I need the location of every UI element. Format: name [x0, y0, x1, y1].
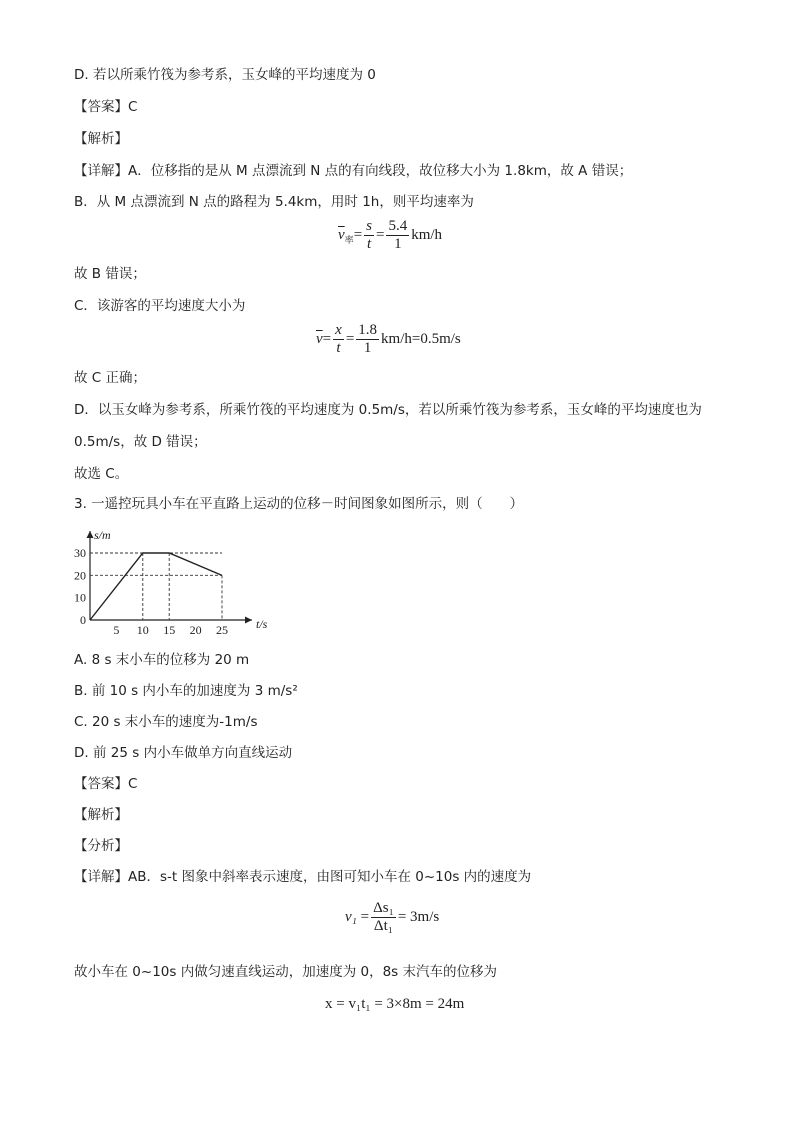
- q3-answer-label: 【答案】C: [74, 776, 138, 792]
- q2-final: 故选 C。: [74, 466, 129, 482]
- y-tick-label-20: 20: [74, 568, 86, 583]
- q2-option-d: D. 若以所乘竹筏为参考系，玉女峰的平均速度为 0: [74, 67, 376, 83]
- equation-v1: v₁ = $\frac{\text{Δs₁}}{\text{Δt₁}}$ = 3m/s: [345, 900, 440, 934]
- eq1-lhs: v₁: [345, 908, 357, 925]
- q2-detail-a: 【详解】A．位移指的是从 M 点漂流到 N 点的有向线段，故位移大小为 1.8km，故 A 错误；: [74, 163, 633, 179]
- x-tick-label-15: 15: [163, 623, 176, 637]
- eq-c-num2: 1.8: [358, 322, 378, 338]
- eq-c-den1: t: [336, 340, 341, 356]
- eq-b-sub: 率: [344, 235, 354, 246]
- x-tick-label-20: 20: [189, 623, 202, 637]
- equation-average-rate: $\overline{v}_率=$ $\frac{s}{t}$ = $\frac{5.4}{1}$ km/h: [338, 218, 443, 252]
- q2-conclusion-b: 故 B 错误；: [74, 266, 146, 282]
- eq-c-unit: km/h=0.5m/s: [381, 330, 461, 347]
- eq1-num: Δs₁: [373, 900, 394, 916]
- eq-c-num1: x: [335, 322, 342, 338]
- eq-b-num2: 5.4: [388, 218, 408, 234]
- q3-analysis-label: 【解析】: [74, 807, 128, 823]
- eq1-rhs: 3m/s: [410, 908, 440, 925]
- eq-b-lhs: $\overline{v}$: [338, 226, 345, 243]
- q3-detail-ab2: 故小车在 0~10s 内做匀速直线运动，加速度为 0，8s 末汽车的位移为: [74, 964, 497, 980]
- x-tick-label-10: 10: [136, 623, 149, 637]
- y-tick-label-30: 30: [74, 546, 86, 560]
- equation-average-velocity: $\overline{v}=$ $\frac{x}{t}$ = $\frac{1.8}{1}$ km/h=0.5m/s: [316, 322, 461, 356]
- y-tick-label-0: 0: [80, 613, 86, 627]
- y-axis-label: s/m: [94, 528, 111, 542]
- q2-detail-d-line2: 0.5m/s，故 D 错误；: [74, 434, 207, 450]
- equation-displacement: x = v₁t₁ = 3×8m = 24m: [325, 996, 465, 1012]
- q3-option-d: D. 前 25 s 内小车做单方向直线运动: [74, 745, 293, 761]
- eq-b-den1: t: [366, 236, 372, 252]
- q3-detail-ab: 【详解】AB．s-t 图象中斜率表示速度，由图可知小车在 0~10s 内的速度为: [74, 869, 532, 885]
- q2-detail-c: C．该游客的平均速度大小为: [74, 298, 246, 314]
- x-axis-label: t/s: [256, 617, 268, 631]
- eq-c-den2: 1: [363, 340, 372, 356]
- st-graph: [66, 520, 276, 640]
- eq-b-unit: km/h: [411, 226, 443, 243]
- q2-analysis-label: 【解析】: [74, 131, 128, 147]
- x-tick-label-5: 5: [113, 623, 120, 637]
- q3-option-c: C. 20 s 末小车的速度为-1m/s: [74, 714, 258, 730]
- q3-stem: 3. 一遥控玩具小车在平直路上运动的位移－时间图象如图所示，则（ ）: [74, 496, 524, 512]
- q2-detail-b: B．从 M 点漂流到 N 点的路程为 5.4km，用时 1h，则平均速率为: [74, 194, 474, 210]
- q3-fenxi-label: 【分析】: [74, 838, 128, 854]
- y-tick-label-10: 10: [74, 590, 86, 605]
- eq-b-num1: s: [366, 218, 372, 234]
- eq1-den: Δt₁: [373, 918, 393, 934]
- q3-option-a: A. 8 s 末小车的位移为 20 m: [74, 652, 250, 668]
- q3-option-b: B. 前 10 s 内小车的加速度为 3 m/s²: [74, 683, 298, 699]
- q2-detail-d-line1: D．以玉女峰为参考系，所乘竹筏的平均速度为 0.5m/s，若以所乘竹筏为参考系，玉女峰的平均速度也为: [74, 402, 702, 418]
- q2-conclusion-c: 故 C 正确；: [74, 370, 147, 386]
- eq-b-den2: 1: [394, 236, 402, 252]
- q2-answer-label: 【答案】C: [74, 99, 138, 115]
- eq-c-lhs: $\overline{v}$: [316, 330, 323, 347]
- x-tick-label-25: 25: [216, 623, 228, 637]
- series-line: [90, 553, 222, 620]
